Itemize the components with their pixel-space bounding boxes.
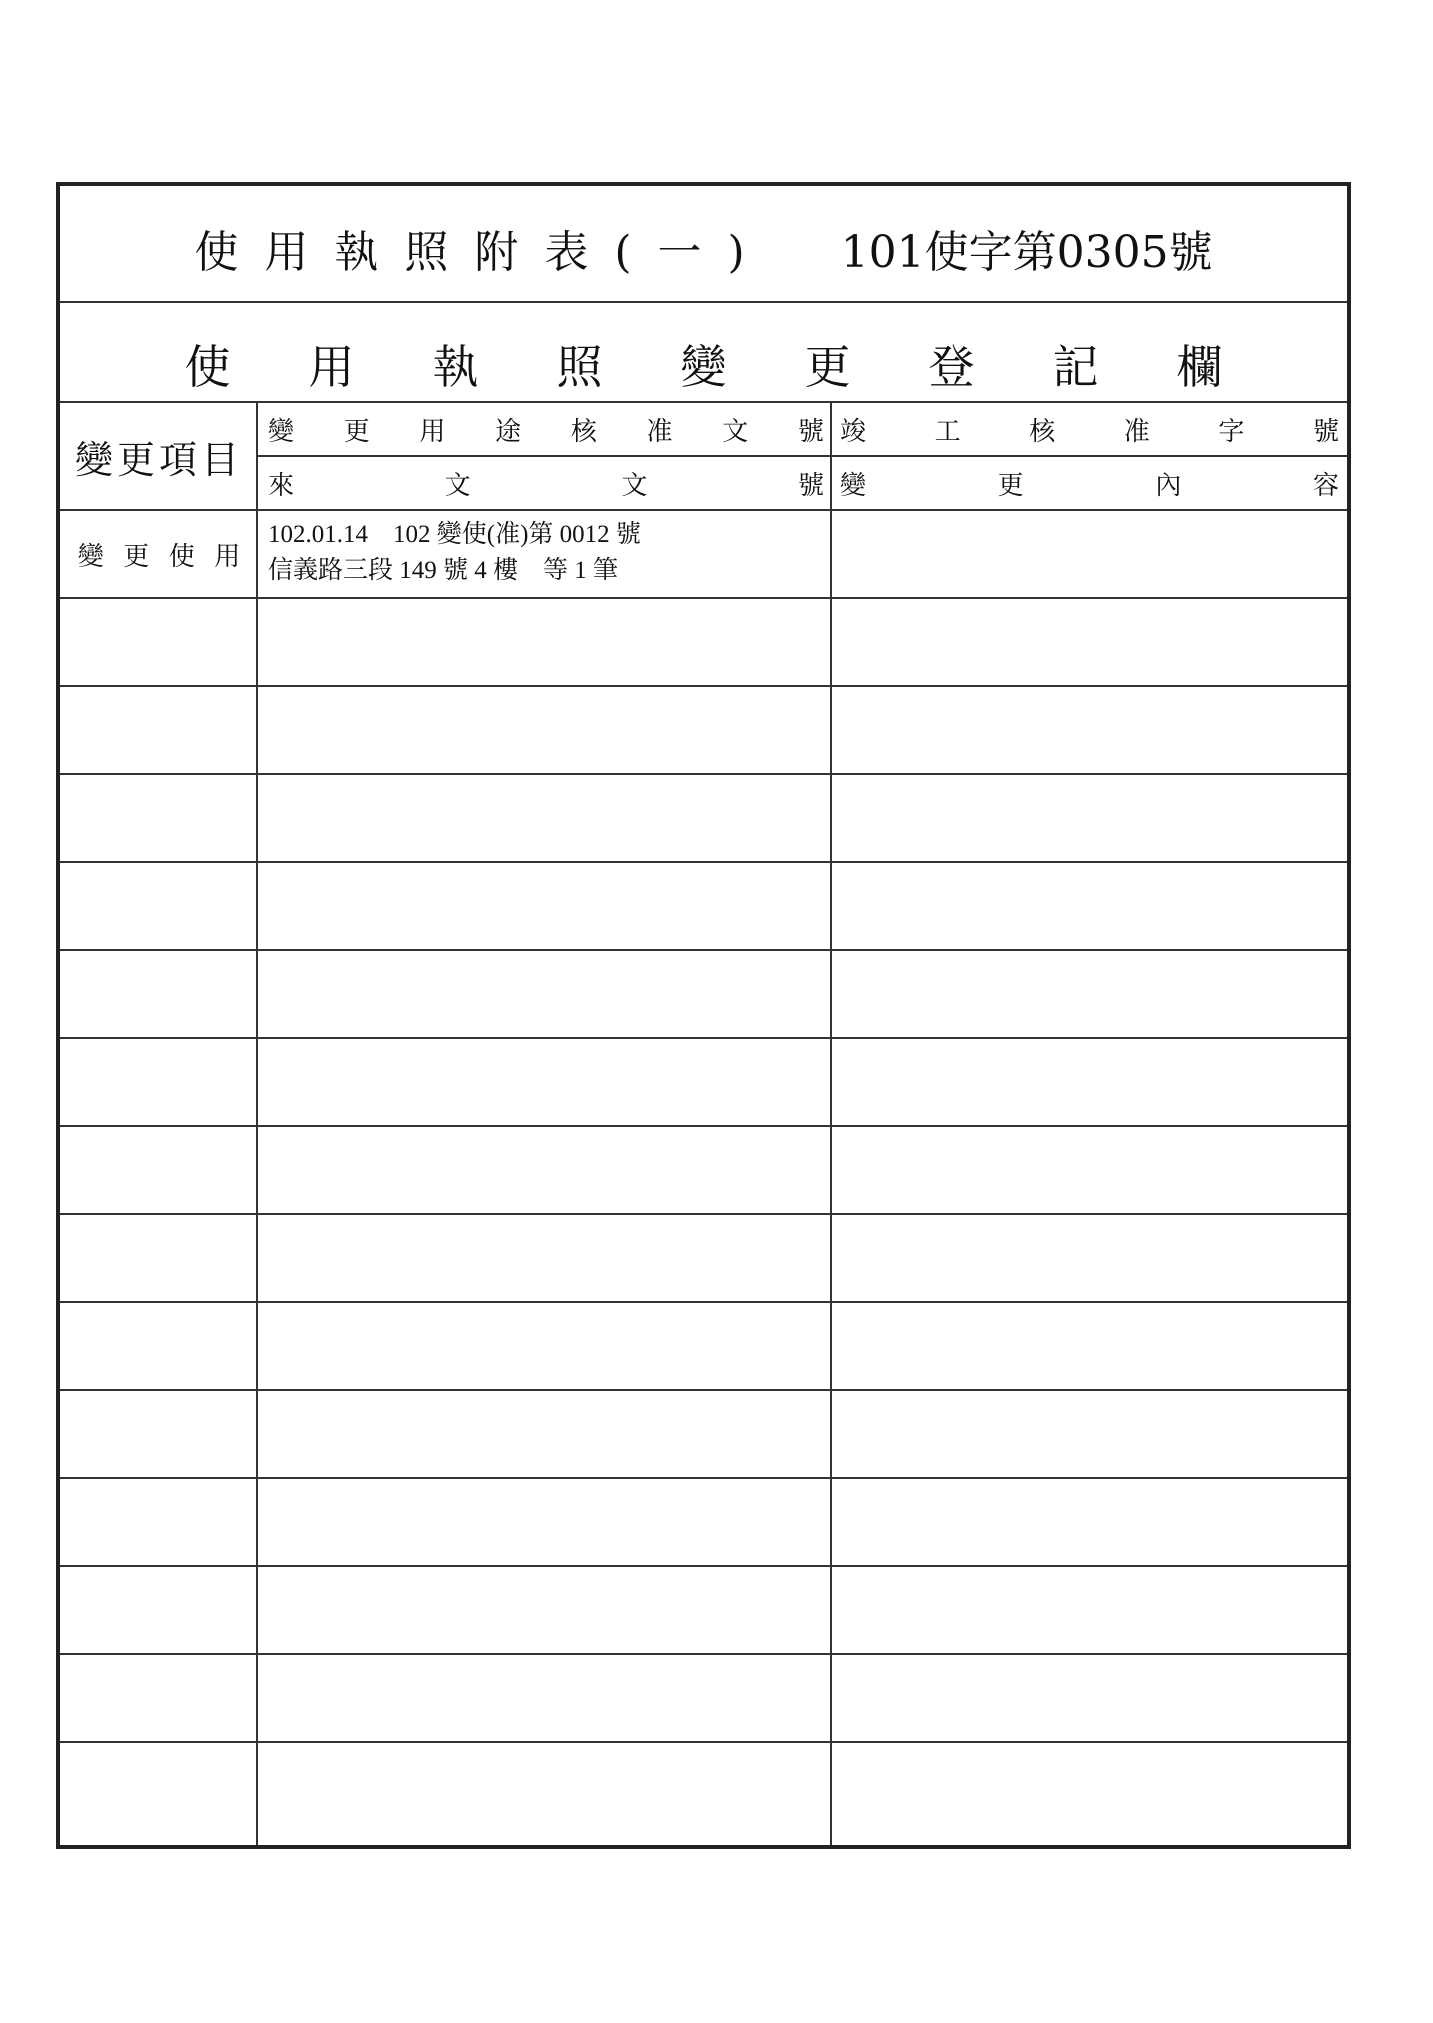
header-char: 變 [268,416,295,447]
permit-number: 101使字第0305號 [840,227,1213,278]
subtitle-row [60,303,1347,403]
header-char: 工 [934,416,961,447]
entry-change-item [60,511,258,597]
header-char: 更 [997,470,1024,501]
row-divider [60,1477,1347,1479]
header-char: 核 [1029,416,1056,447]
header-char: 准 [1123,416,1150,447]
header-char: 文 [444,470,471,501]
entry-document-number [268,517,641,589]
header-char: 字 [1218,416,1245,447]
title-row [60,186,1347,303]
row-divider [60,685,1347,687]
change-registration-sheet [56,182,1351,1849]
header-char: 容 [1312,470,1339,501]
row-divider [60,1565,1347,1567]
entry-item-char: 變 [77,541,104,572]
header-usage-approval-number [262,403,830,455]
header-char: 文 [722,416,749,447]
title-main: 使用執照附表(一) [194,227,771,278]
header-char: 用 [419,416,446,447]
header-char: 核 [570,416,597,447]
entry-line-1: 102.01.14 102 變使(准)第 0012 號 [268,521,641,548]
header-completion-approval-number [834,403,1345,455]
entry-item-char: 使 [168,541,195,572]
header-divider [258,455,1347,457]
entry-item-char: 用 [214,541,241,572]
header-change-content [834,457,1345,509]
header-incoming-document-number [262,457,830,509]
header-char: 變 [840,470,867,501]
row-divider [60,773,1347,775]
row-divider [60,861,1347,863]
header-char: 更 [343,416,370,447]
row-divider [60,1037,1347,1039]
header-char: 號 [797,416,824,447]
column-divider-2 [830,403,832,1845]
row-divider [60,1741,1347,1743]
sheet-title [60,216,1347,280]
row-divider [60,949,1347,951]
row-divider [60,1301,1347,1303]
entry-line-2: 信義路三段 149 號 4 樓 等 1 筆 [268,557,619,584]
row-divider [60,1213,1347,1215]
header-char: 號 [1312,416,1339,447]
header-char: 竣 [840,416,867,447]
header-char: 准 [646,416,673,447]
header-char: 途 [495,416,522,447]
sheet-subtitle: 使用執照變更登記欄 [184,340,1301,394]
row-divider [60,597,1347,599]
header-char: 來 [268,470,295,501]
row-divider [60,1125,1347,1127]
header-char: 號 [797,470,824,501]
header-char: 內 [1155,470,1182,501]
row-divider [60,1653,1347,1655]
column-divider-1 [256,403,258,1845]
entry-item-char: 更 [123,541,150,572]
header-char: 文 [621,470,648,501]
header-change-item: 變更項目 [74,437,243,482]
row-divider [60,1389,1347,1391]
